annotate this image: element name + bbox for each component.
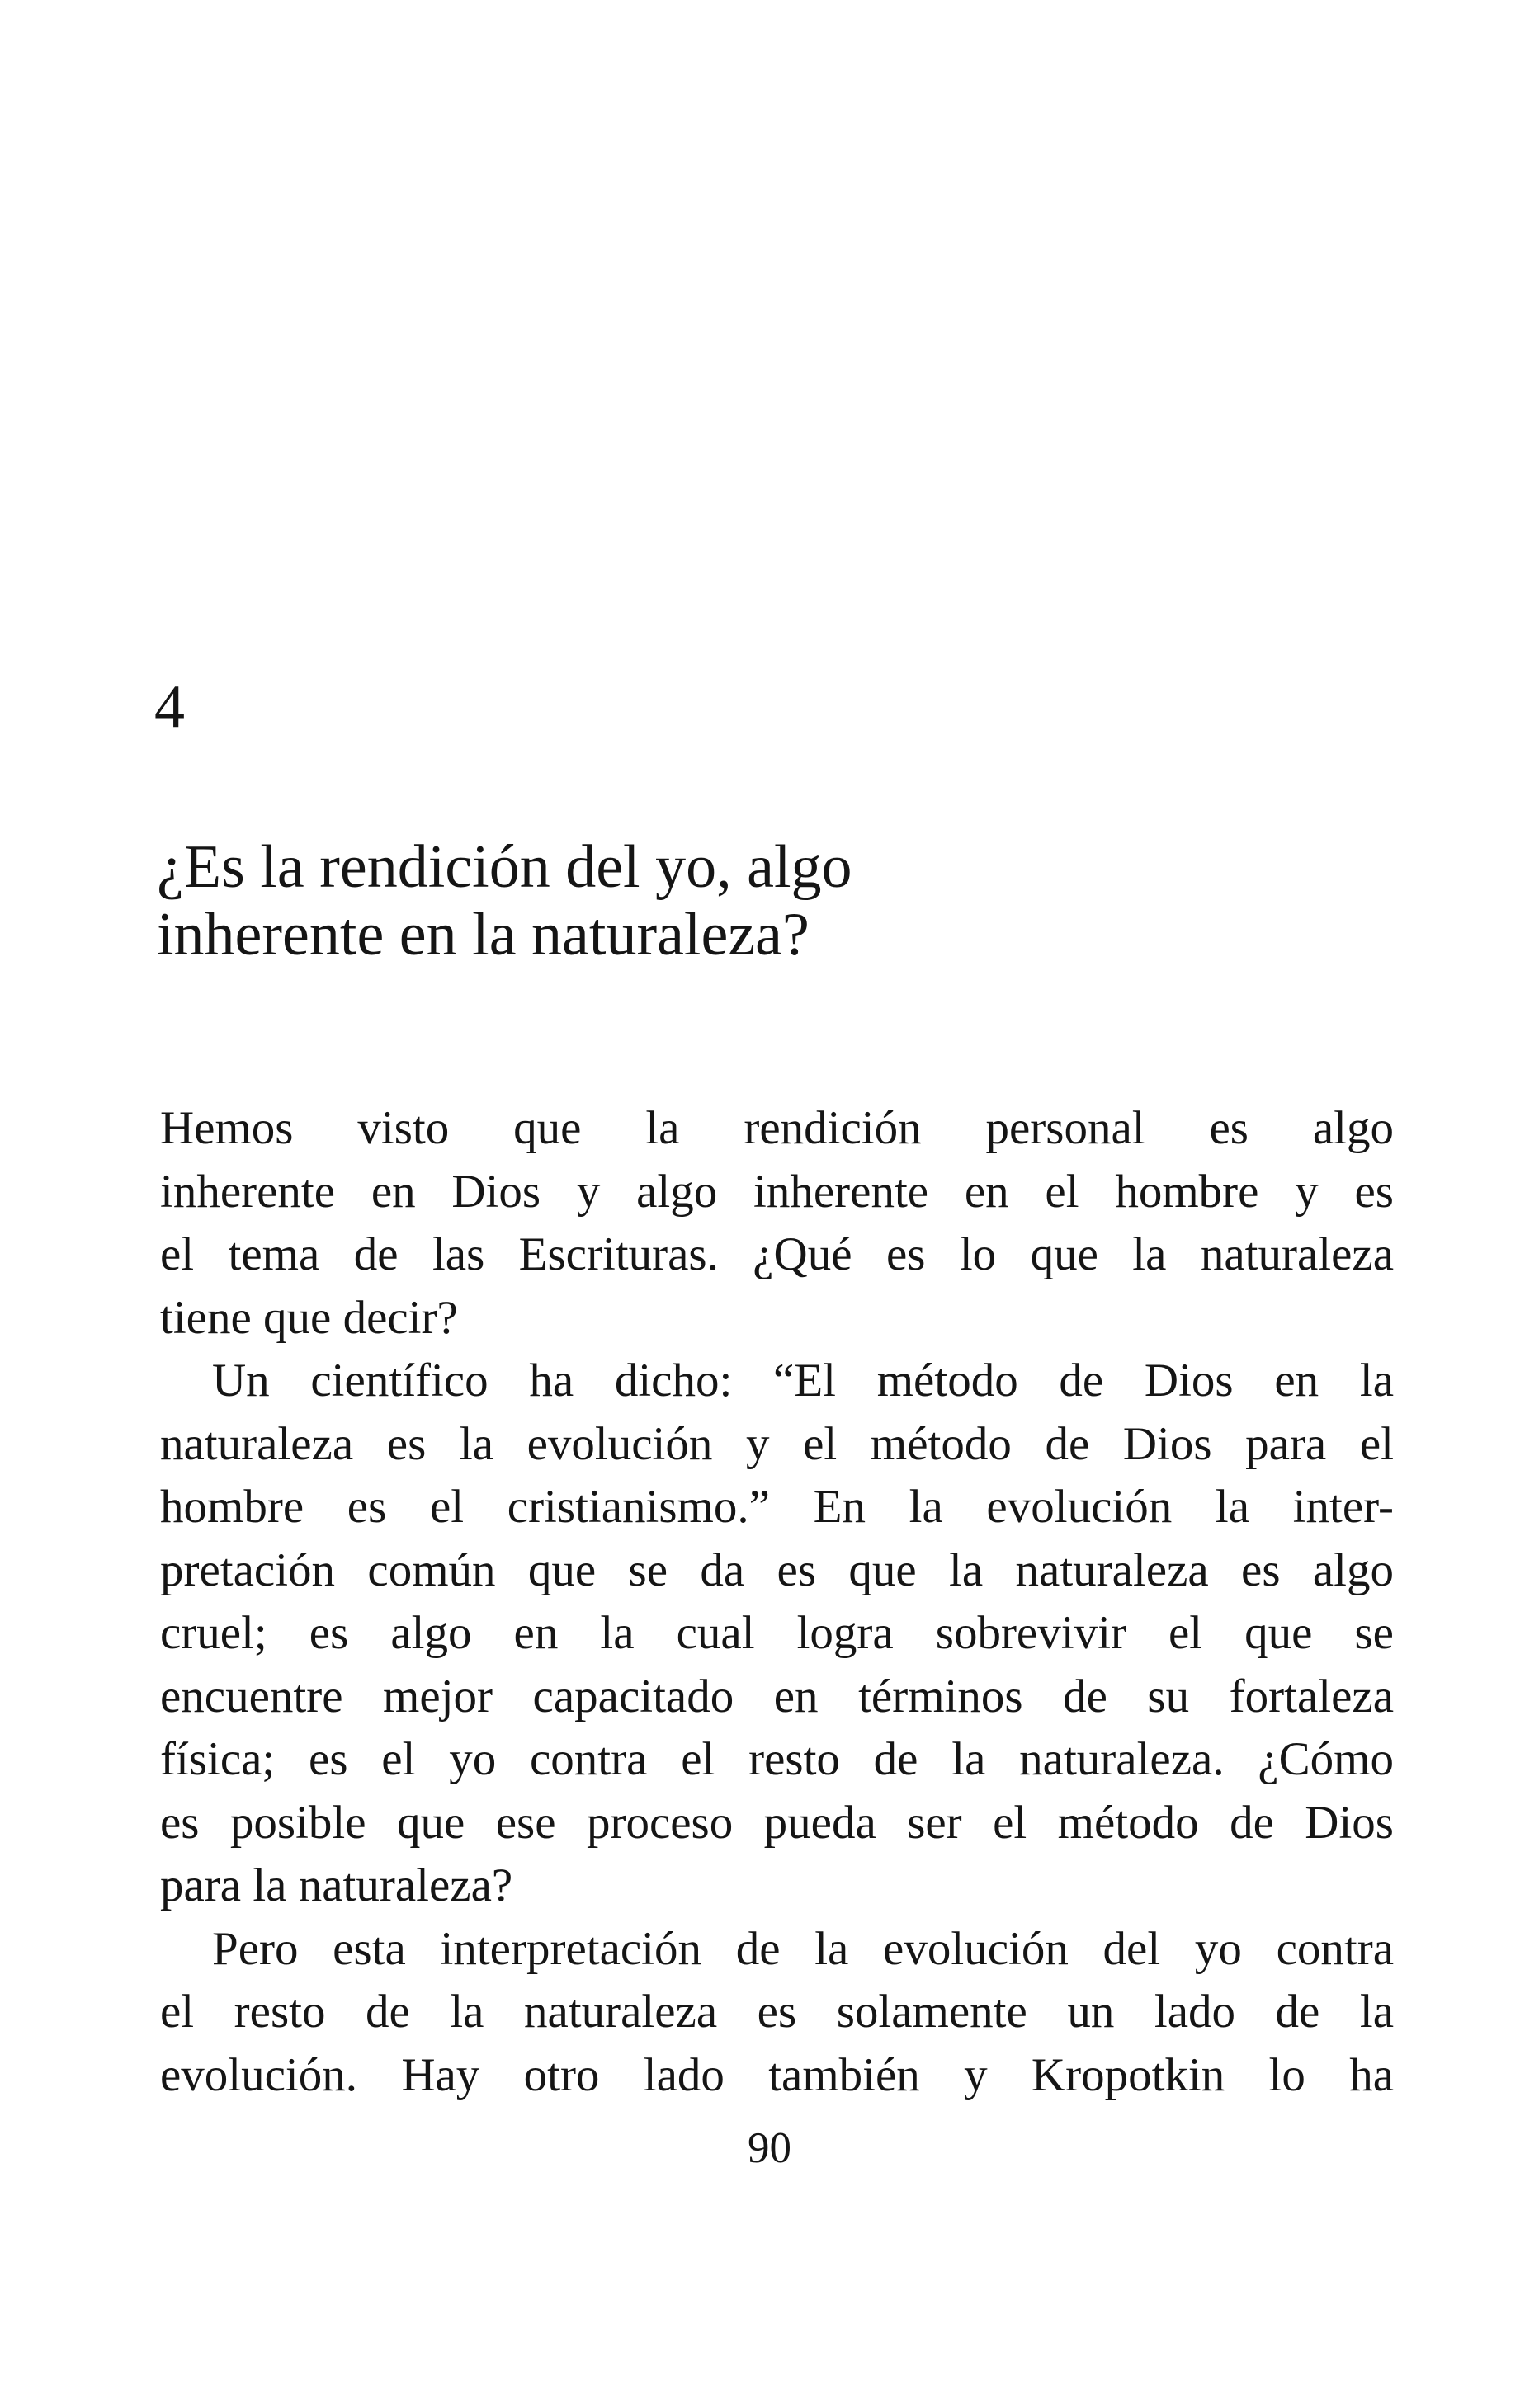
paragraph-line: Pero esta interpretación de la evolución del yo contra — [212, 1922, 1394, 1975]
paragraph-line: evolución. Hay otro lado también y Kropotkin lo ha — [160, 2048, 1394, 2101]
paragraph-line: cruel; es algo en la cual logra sobrevivir el que se — [160, 1607, 1394, 1659]
page-number: 90 — [748, 2124, 791, 2172]
paragraph-line: física; es el yo contra el resto de la naturaleza. ¿Cómo — [160, 1733, 1394, 1785]
paragraph-line: tiene que decir? — [160, 1291, 458, 1344]
paragraph-line: pretación común que se da es que la naturaleza es algo — [160, 1543, 1394, 1596]
paragraph-line: inherente en Dios y algo inherente en el hombre y es — [160, 1165, 1394, 1218]
chapter-title-line: ¿Es la rendición del yo, algo — [157, 833, 852, 901]
chapter-number: 4 — [154, 673, 185, 741]
paragraph-line: Hemos visto que la rendición personal es algo — [160, 1102, 1394, 1154]
paragraph-line: Un científico ha dicho: “El método de Dios en la — [212, 1355, 1394, 1407]
body-text — [160, 1097, 1394, 2107]
paragraph-line: naturaleza es la evolución y el método de Dios para el — [160, 1417, 1394, 1470]
paragraph-line: hombre es el cristianismo.” En la evolución la inter- — [160, 1481, 1394, 1533]
paragraph-line: es posible que ese proceso pueda ser el método de Dios — [160, 1796, 1394, 1849]
paragraph-line: encuentre mejor capacitado en términos de su fortaleza — [160, 1670, 1394, 1722]
chapter-title — [157, 833, 1395, 968]
chapter-title-line: inherente en la naturaleza? — [157, 901, 810, 968]
paragraph-line: el resto de la naturaleza es solamente un lado de la — [160, 1986, 1394, 2038]
paragraph-line: para la naturaleza? — [160, 1859, 513, 1911]
paragraph-line: el tema de las Escrituras. ¿Qué es lo que la naturaleza — [160, 1228, 1394, 1280]
